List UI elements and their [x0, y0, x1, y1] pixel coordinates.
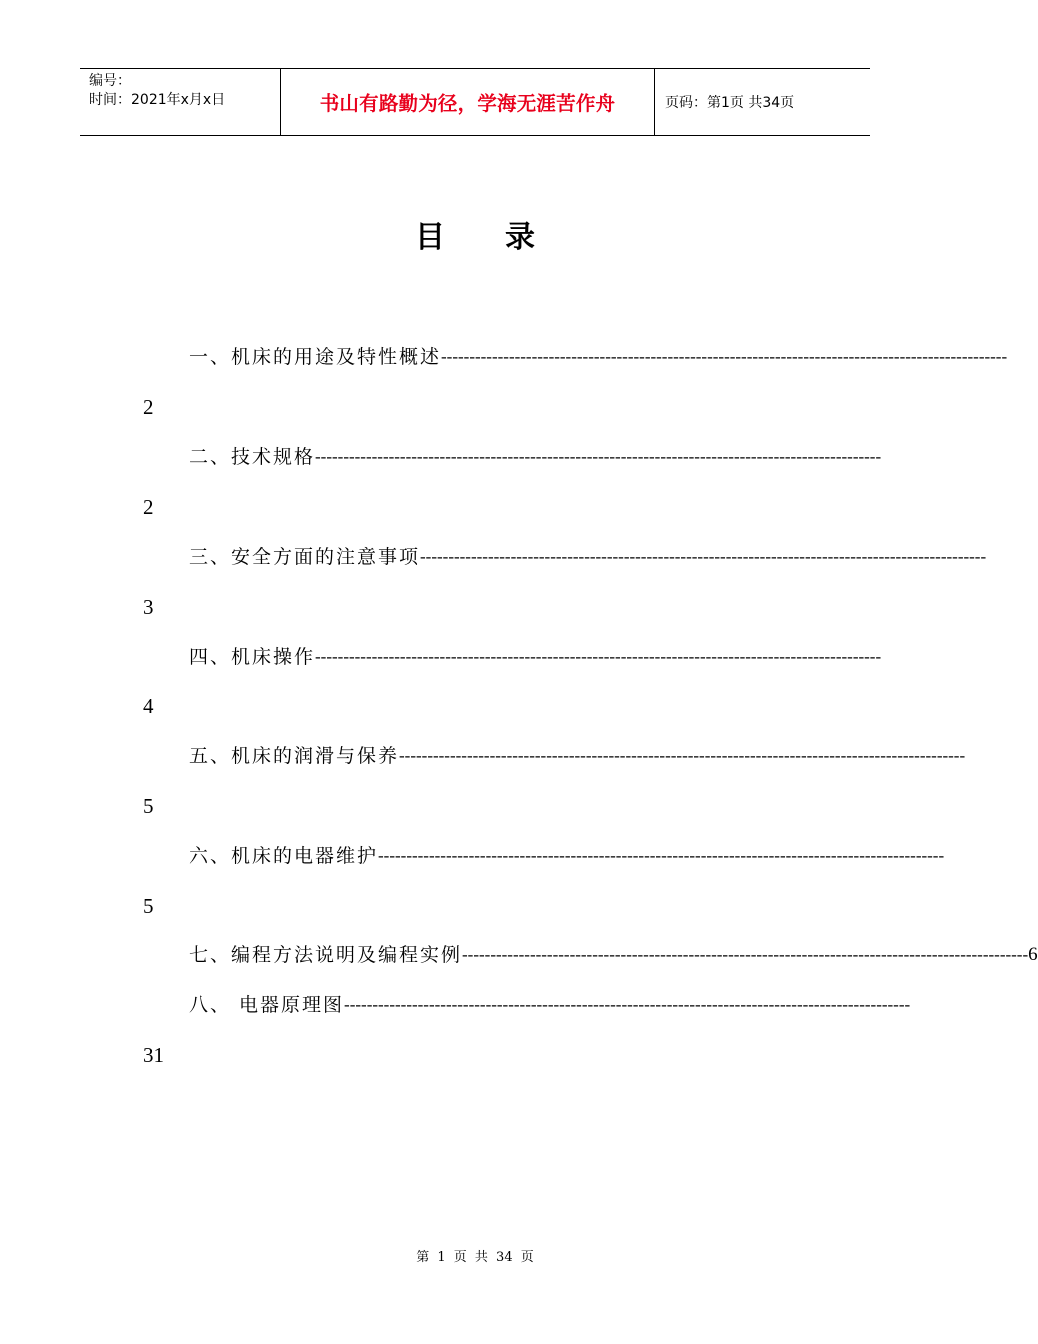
title-char-2: 录: [505, 220, 535, 255]
toc-entry-label: 六、机床的电器维护: [189, 845, 379, 867]
toc-entry-page: 31: [143, 1043, 164, 1067]
toc-entry[interactable]: [189, 992, 911, 1018]
toc-entry-label: 五、机床的润滑与保养: [189, 745, 400, 767]
toc-entry[interactable]: [189, 843, 945, 869]
toc-entry-page: 5: [143, 894, 154, 918]
header-motto: 书山有路勤为径，学海无涯苦作舟: [281, 69, 655, 135]
page-footer: 第 1 页 共 34 页: [416, 1250, 534, 1265]
toc-entry[interactable]: [189, 344, 1008, 370]
toc-entry[interactable]: [189, 942, 1038, 968]
toc-entry-label: 二、技术规格: [189, 446, 316, 468]
toc-leader-dashes: ----------------------------------------------------------------------------------------------------: [315, 447, 882, 466]
document-time-label: 时间：2021年x月x日: [89, 92, 226, 108]
toc-leader-dashes: ----------------------------------------------------------------------------------------------------: [441, 347, 1008, 366]
toc-entry[interactable]: [189, 743, 966, 769]
toc-entry-page: 2: [143, 395, 154, 419]
toc-entry-label: 七、编程方法说明及编程实例: [189, 944, 463, 966]
toc-entry-label: 一、机床的用途及特性概述: [189, 346, 442, 368]
toc-entry-page: 3: [143, 595, 154, 619]
header-page-info: 页码：第1页 共34页: [665, 95, 795, 111]
toc-entry[interactable]: [189, 544, 987, 570]
toc-leader-dashes: ----------------------------------------------------------------------------------------------------: [315, 647, 882, 666]
toc-leader-dashes: ----------------------------------------------------------------------------------------------------: [420, 547, 987, 566]
toc-leader-dashes: ----------------------------------------------------------------------------------------------------: [399, 746, 966, 765]
toc-leader-dashes: ----------------------------------------------------------------------------------------------------: [378, 846, 945, 865]
toc-entry-label: 三、安全方面的注意事项: [189, 546, 421, 568]
toc-leader-dashes: ----------------------------------------------------------------------------------------------------: [344, 995, 911, 1014]
toc-entry-page: 4: [143, 694, 154, 718]
toc-entry-label: 四、机床操作: [189, 646, 316, 668]
toc-entry-page: 6: [1028, 944, 1038, 965]
title-char-1: 目: [415, 220, 445, 255]
toc-entry[interactable]: [189, 644, 882, 670]
document-number-label: 编号：: [89, 73, 131, 89]
toc-entry-page: 2: [143, 495, 154, 519]
toc-entry-label: 八、 电器原理图: [189, 994, 345, 1016]
toc-entry[interactable]: [189, 444, 882, 470]
toc-entry-page: 5: [143, 794, 154, 818]
toc-leader-dashes: ----------------------------------------------------------------------------------------------------: [462, 945, 1029, 964]
